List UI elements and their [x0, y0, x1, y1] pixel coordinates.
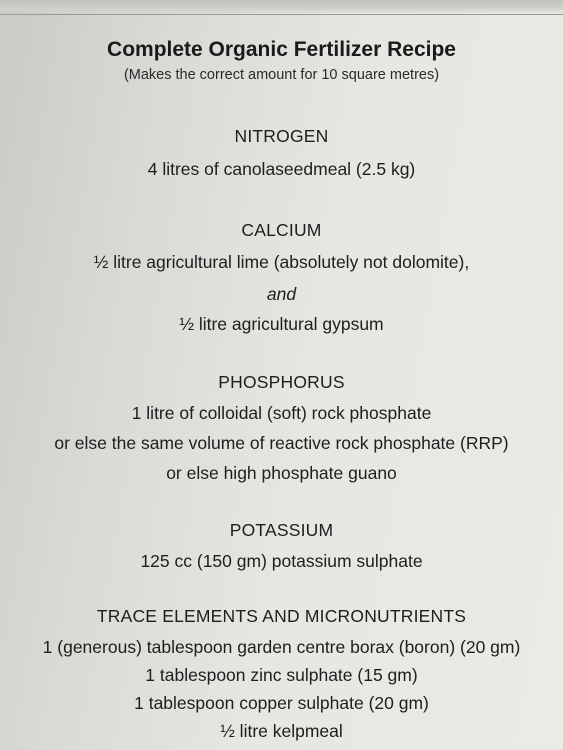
phosphorus-line-1: 1 litre of colloidal (soft) rock phosphate — [131, 403, 432, 423]
phosphorus-line-2: or else the same volume of reactive rock phosphate (RRP) — [54, 433, 509, 453]
trace-line-2: 1 tablespoon zinc sulphate (15 gm) — [145, 665, 418, 685]
section-heading-nitrogen: NITROGEN — [234, 126, 329, 146]
page-subtitle: (Makes the correct amount for 10 square metres) — [123, 67, 440, 83]
nitrogen-line-1: 4 litres of canolaseedmeal (2.5 kg) — [147, 159, 416, 179]
section-heading-calcium: CALCIUM — [241, 220, 322, 240]
section-heading-phosphorus: PHOSPHORUS — [218, 372, 345, 392]
section-heading-potassium: POTASSIUM — [229, 520, 334, 540]
trace-line-4: ½ litre kelpmeal — [220, 721, 343, 741]
potassium-line-1: 125 cc (150 gm) potassium sulphate — [140, 551, 423, 571]
page-title: Complete Organic Fertilizer Recipe — [107, 38, 456, 61]
calcium-line-2: and — [266, 284, 297, 304]
calcium-line-3: ½ litre agricultural gypsum — [179, 314, 384, 334]
section-heading-trace-elements: TRACE ELEMENTS AND MICRONUTRIENTS — [96, 606, 467, 626]
calcium-line-1: ½ litre agricultural lime (absolutely not dolomite), — [93, 252, 470, 272]
page-top-edge — [0, 0, 563, 15]
phosphorus-line-3: or else high phosphate guano — [166, 463, 397, 483]
trace-line-1: 1 (generous) tablespoon garden centre borax (boron) (20 gm) — [42, 637, 521, 657]
trace-line-3: 1 tablespoon copper sulphate (20 gm) — [134, 693, 429, 713]
